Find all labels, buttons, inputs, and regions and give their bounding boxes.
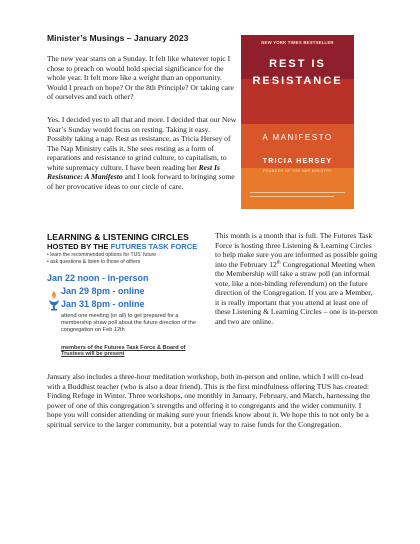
flyer-title: LEARNING & LISTENING CIRCLES xyxy=(47,232,189,242)
flyer-session-3: Jan 31 8pm - online xyxy=(61,299,145,309)
book-title-line1: REST IS xyxy=(269,58,326,70)
paragraph-task-force-text-2: Congregational Meeting when the Membership will take a straw poll (an informal vote, like a non-binding referendum) on the future direction of the Congregation. If you are a Member, it is really important that you attend at least one of these Listening & Learning Circles – one is in-person and two are online. xyxy=(215,259,378,326)
flyer-host xyxy=(47,242,210,251)
paragraph-meditation: January also includes a three-hour meditation workshop, both in-person and online, which I will co-lead with a Buddhist teacher (who is also a dear friend). This is the first mindfulness offering TUS has created: Finding Refuge in Winter. Three workshops, one monthly in January, February, and March, harnessing the power of one of this congregation’s strengths and offering it to congregants and the wider community. I hope you will consider attending or making sure your friends know about it. We hope this to not only be a spiritual service to the larger community, but a potential way to raise funds for the Congregation. xyxy=(47,372,370,429)
paragraph-intro: The new year starts on a Sunday. It felt like whatever topic I chose to preach on would hold special significance for the whole year. It felt more like a weight than an opportunity. Would I preach on hope? Or the 8th Principle? Or taking care of ourselves and each other? xyxy=(47,54,234,101)
listening-circles-flyer xyxy=(47,232,210,367)
flyer-footer: members of the Futures Task Force & Board of Trustees will be present xyxy=(61,345,186,358)
flyer-host-name: FUTURES TASK FORCE xyxy=(110,242,198,251)
book-cover-image xyxy=(241,35,354,209)
page-title: Minister’s Musings – January 2023 xyxy=(47,33,189,43)
book-title xyxy=(241,56,354,90)
book-banner: NEW YORK TIMES BESTSELLER xyxy=(261,40,334,45)
flyer-session-2: Jan 29 8pm - online xyxy=(61,286,145,296)
paragraph-task-force-text-1: This month is a month that is full. The Futures Task Force is hosting three Listening & Learning Circles to help make sure you are informed as possible going into the February 12 xyxy=(215,231,378,269)
flyer-session-1: Jan 22 noon - in-person xyxy=(47,273,149,283)
paragraph-rest xyxy=(47,115,237,191)
book-blurb-line xyxy=(250,196,334,197)
paragraph-rest-text-1: Yes. I decided yes to all that and more. I decided that our New Year’s Sunday would focus on resting. Taking it easy. Possibly taking a nap. Rest as resistance, as Tricia Hersey of The Nap Ministry calls it. She sees resting as a form of reparations and resistance to grind culture, to capitalism, to white supremacy culture. I have been reading her xyxy=(47,115,237,172)
ordinal-suffix: th xyxy=(276,259,281,265)
flyer-bullet: • learn the recommended options for TUS’ future xyxy=(47,252,157,258)
book-subtitle: A MANIFESTO xyxy=(262,133,333,142)
book-author-role: FOUNDER OF THE NAP MINISTRY xyxy=(262,169,333,173)
flyer-host-prefix: HOSTED BY THE xyxy=(47,242,111,251)
book-author: TRICIA HERSEY xyxy=(262,158,333,165)
flyer-description: attend one meeting (or all) to get prepared for a membership straw poll about the future direction of the congregation on Feb 12th xyxy=(61,313,196,333)
chalice-logo-icon xyxy=(48,290,60,312)
book-title-line2: RESISTANCE xyxy=(252,75,343,87)
book-blurb-line xyxy=(250,192,345,193)
paragraph-rest-text-2: and I look forward to bringing some of her provocative ideas to our circle of care. xyxy=(47,172,235,191)
book-title-emphasis: Rest Is Resistance: A Manifesto xyxy=(47,162,220,181)
flyer-bullet-list xyxy=(47,252,210,265)
paragraph-task-force xyxy=(215,231,378,326)
flyer-bullet: • ask questions & listen to those of others xyxy=(47,258,141,265)
